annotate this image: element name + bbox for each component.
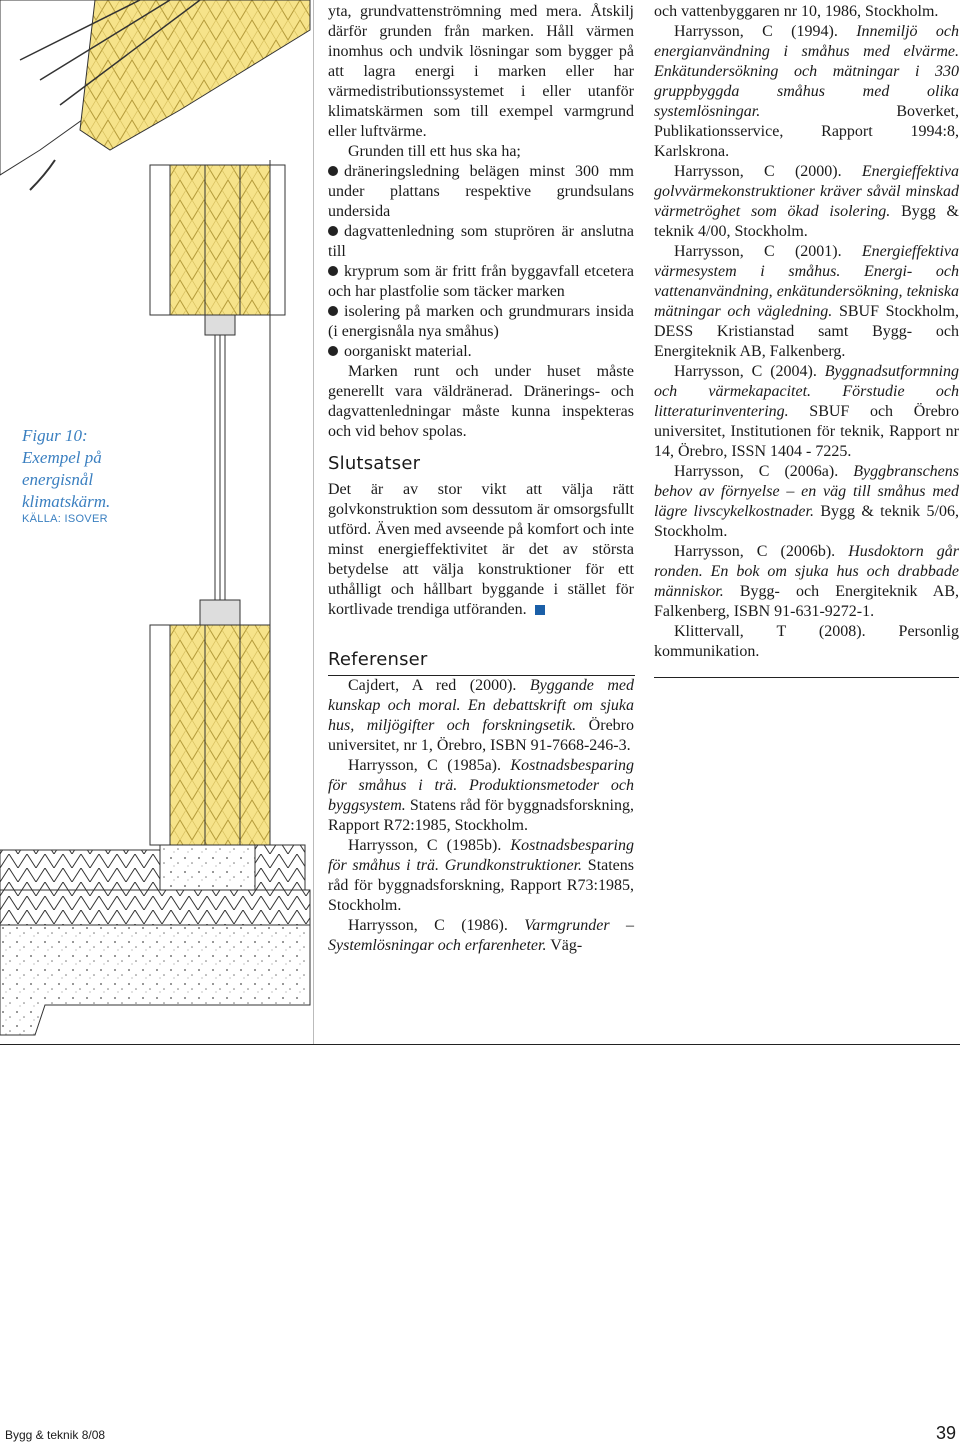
figure-caption: Figur 10: Exempel på energisnål klimatskärm. <box>22 426 111 511</box>
list-item: isolering på marken och grundmurars insida (i energisnåla nya småhus) <box>328 303 634 340</box>
bullet-icon <box>328 266 338 276</box>
reference: Klittervall, T (2008). Personlig kommunikation. <box>654 623 959 660</box>
divider <box>654 677 959 678</box>
reference: Harrysson, C (1986). Varmgrunder – Systemlösningar och erfarenheter. Väg- <box>328 917 634 954</box>
reference: Harrysson, C (2004). Byggnadsutformning och värmekapacitet. Förstudie och litteraturinventering. SBUF och Örebro universitet, Institutionen för teknik, Rapport nr 14, Örebro, ISSN 1404 - 7225. <box>654 363 959 460</box>
list-item: kryprum som är fritt från byggavfall etcetera och har plastfolie som täcker marken <box>328 263 634 300</box>
reference: Harrysson, C (1985b). Kostnadsbesparing för småhus i trä. Grundkonstruktioner. Statens råd för byggnadsforskning, Rapport R73:1985, Stockholm. <box>328 837 635 914</box>
list-item: dräneringsledning belägen minst 300 mm under plattans respektive grundsulans undersida <box>328 163 634 220</box>
list-item: oorganiskt material. <box>328 342 634 362</box>
divider <box>0 1044 960 1045</box>
reference: Harrysson, C (1985a). Kostnadsbesparing för småhus i trä. Produktionsmetoder och byggsystem. Statens råd för byggnadsforskning, Rapport R72:1985, Stockholm. <box>328 757 634 834</box>
reference: och vattenbyggaren nr 10, 1986, Stockholm. <box>654 3 939 20</box>
reference: Harrysson, C (2001). Energieffektiva värmesystem i småhus. Energi- och vattenanvändning, enkätundersökning, tekniska mätningar och vägledning. SBUF Stockholm, DESS Kristianstad samt Bygg- och Energiteknik AB, Falkenberg. <box>654 243 959 360</box>
paragraph: yta, grundvattenströmning med mera. Åtskilj därför grunden från marken. Håll värmen inomhus och undvik lösningar som bygger på att lagra energi i marken eller har värmedistributionssystemet i eller utanför klimatskärmen som till exempel varmgrund eller luftvärme. <box>328 3 634 140</box>
paragraph: Grunden till ett hus ska ha; <box>348 143 521 160</box>
bullet-icon <box>328 166 338 176</box>
reference: Harrysson, C (1994). Innemiljö och energianvändning i småhus med elvärme. Enkätundersökning och mätningar i 330 gruppbyggda småhus med olika systemlösningar. Boverket, Publikationsservice, Rapport 1994:8, Karlskrona. <box>654 23 960 160</box>
reference: Cajdert, A red (2000). Byggande med kunskap och moral. En debattskrift om sjuka hus, miljögifter och forskningsetik. Örebro universitet, nr 1, Örebro, ISBN 91-7668-246-3. <box>328 677 635 754</box>
page-number: 39 <box>936 1423 957 1443</box>
bullet-icon <box>328 306 338 316</box>
paragraph: Det är av stor vikt att välja rätt golvkonstruktion som dessutom är omsorgsfullt utförd. Även med avseende på komfort och inte minst energieffektivitet är det av största betydelse att välja konstruktioner för ett uthålligt och hållbart byggande i stället för kortlivade trendiga utföranden. <box>328 481 634 618</box>
paragraph: Marken runt och under huset måste generellt vara väldränerad. Dränerings- och dagvattenledningar måste kunna inspekteras och vid behov spolas. <box>328 363 634 440</box>
bullet-icon <box>328 226 338 236</box>
divider <box>328 675 635 676</box>
end-mark-icon <box>535 605 545 615</box>
heading-slutsatser: Slutsatser <box>328 453 421 474</box>
reference: Harrysson, C (2006b). Husdoktorn går ronden. En bok om sjuka hus och drabbade människor. Bygg- och Energiteknik AB, Falkenberg, ISBN 91-631-9272-1. <box>654 543 959 620</box>
reference: Harrysson, C (2000). Energieffektiva golvvärmekonstruktioner kräver såväl minskad värmetröghet som ökad isolering. Bygg & teknik 4/00, Stockholm. <box>654 163 959 240</box>
reference: Harrysson, C (2006a). Byggbranschens behov av förnyelse – en väg till småhus med lägre livscykelkostnader. Bygg & teknik 5/06, Stockholm. <box>654 463 959 540</box>
column-right <box>654 2 959 662</box>
figure-source: KÄLLA: ISOVER <box>22 513 108 525</box>
footer-publication: Bygg & teknik 8/08 <box>5 1428 106 1442</box>
list-item: dagvattenledning som stuprören är anslutna till <box>328 223 634 260</box>
heading-referenser: Referenser <box>328 649 428 670</box>
column-middle <box>328 2 634 956</box>
bullet-icon <box>328 346 338 356</box>
